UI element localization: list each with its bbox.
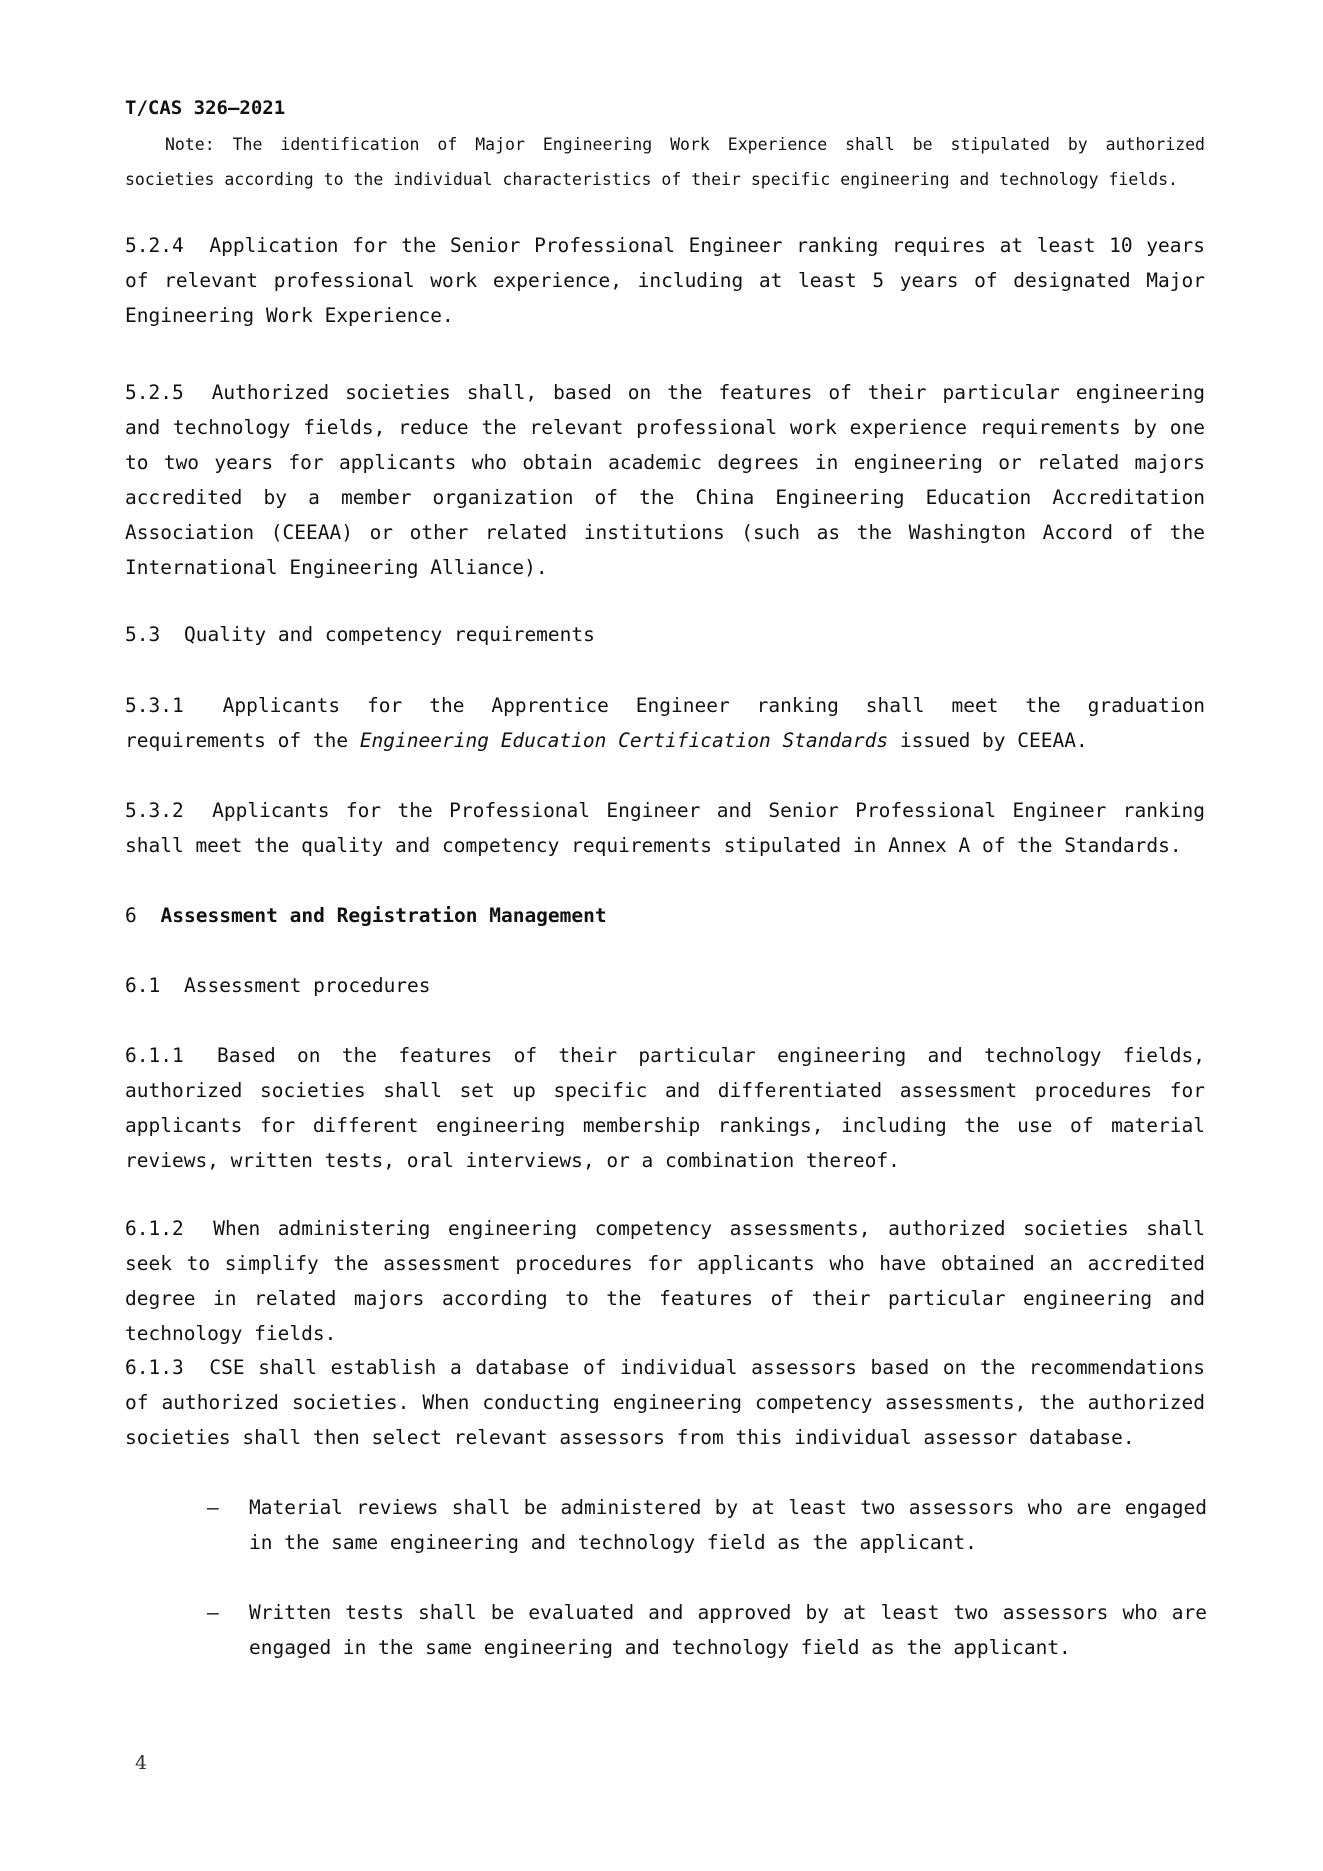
- clause-text: Based on the features of their particular engineering and technology fields, authorized societies shall set up specific and differentiated assessment procedures for applicants for different engineering membership rankings, including the use of material reviews, written tests, oral interviews, or a combination thereof.: [125, 1044, 1205, 1172]
- section-number: 6.1: [125, 974, 161, 997]
- dash-bullet: —: [207, 1496, 219, 1519]
- list-item-text: Written tests shall be evaluated and approved by at least two assessors who are engaged in the same engineering and technology field as the applicant.: [249, 1601, 1207, 1659]
- clause-text: When administering engineering competency assessments, authorized societies shall seek to simplify the assessment procedures for applicants who have obtained an accredited degree in related majors according to the features of their particular engineering and technology fields.: [125, 1217, 1205, 1345]
- note-paragraph: [125, 127, 1205, 197]
- clause-text-after: issued by CEEAA.: [888, 729, 1088, 752]
- section-title: Assessment and Registration Management: [160, 904, 607, 927]
- clause-number: 5.2.4: [125, 234, 184, 257]
- clause-number: 5.2.5: [125, 381, 184, 404]
- clause-6-1-2: [125, 1211, 1205, 1351]
- list-item-text: Material reviews shall be administered by at least two assessors who are engaged in the same engineering and technology field as the applicant.: [249, 1496, 1207, 1554]
- section-title: Quality and competency requirements: [183, 623, 595, 646]
- page-number: 4: [135, 1752, 148, 1774]
- clause-5-2-4: [125, 228, 1205, 333]
- section-number: 5.3: [125, 623, 161, 646]
- clause-text: Authorized societies shall, based on the features of their particular engineering and technology fields, reduce the relevant professional work experience requirements by one to two years for applicants who obtain academic degrees in engineering or related majors accredited by a member organization of the China Engineering Education Accreditation Association (CEEAA) or other related institutions (such as the Washington Accord of the International Engineering Alliance).: [125, 381, 1205, 579]
- clause-text: Application for the Senior Professional Engineer ranking requires at least 10 years of relevant professional work experience, including at least 5 years of designated Major Engineering Work Experience.: [125, 234, 1205, 327]
- section-6-heading: [125, 898, 1205, 933]
- clause-text-before: Applicants for the Apprentice Engineer ranking shall meet the graduation requirements of the: [125, 694, 1205, 752]
- clause-number: 6.1.3: [125, 1356, 184, 1379]
- clause-5-2-5: [125, 375, 1205, 585]
- clause-number: 6.1.1: [125, 1044, 184, 1067]
- clause-5-3-1: [125, 688, 1205, 758]
- document-id-header: T/CAS 326—2021: [125, 97, 286, 119]
- clause-number: 5.3.1: [125, 694, 184, 717]
- dash-bullet: —: [207, 1601, 219, 1624]
- clause-5-3-2: [125, 793, 1205, 863]
- clause-6-1-3: [125, 1350, 1205, 1455]
- clause-number: 5.3.2: [125, 799, 184, 822]
- section-6-1-heading: [125, 968, 1205, 1003]
- section-5-3-heading: [125, 617, 1205, 652]
- note-text: Note: The identification of Major Engineering Work Experience shall be stipulated by authorized societies according to the individual characteristics of their specific engineering and technology fields.: [125, 135, 1205, 189]
- section-title: Assessment procedures: [183, 974, 431, 997]
- clause-6-1-1: [125, 1038, 1205, 1178]
- standard-title-italic: Engineering Education Certification Standards: [359, 729, 889, 752]
- clause-number: 6.1.2: [125, 1217, 184, 1240]
- list-item: [207, 1595, 1207, 1665]
- clause-text: CSE shall establish a database of individual assessors based on the recommendations of authorized societies. When conducting engineering competency assessments, the authorized societies shall then select relevant assessors from this individual assessor database.: [125, 1356, 1205, 1449]
- list-item: [207, 1490, 1207, 1560]
- clause-text: Applicants for the Professional Engineer and Senior Professional Engineer ranking shall meet the quality and competency requirements stipulated in Annex A of the Standards.: [125, 799, 1205, 857]
- section-number: 6: [125, 904, 137, 927]
